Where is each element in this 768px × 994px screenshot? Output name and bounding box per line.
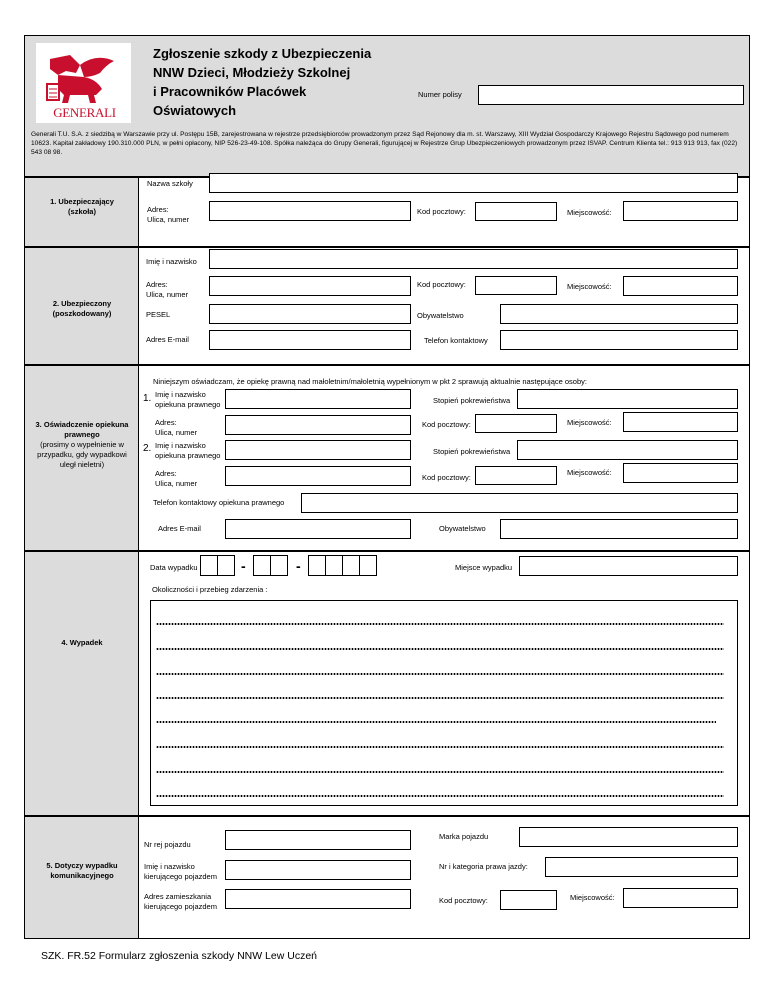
s3-g1-address-field[interactable] bbox=[225, 415, 411, 435]
s2-city-label: Miejscowość: bbox=[567, 282, 612, 291]
s3-g1-name-label: Imię i nazwisko opiekuna prawnego bbox=[155, 390, 221, 409]
s2-email-label: Adres E-mail bbox=[146, 335, 189, 344]
date-separator-1: - bbox=[241, 558, 246, 574]
s2-email-field[interactable] bbox=[209, 330, 411, 350]
s5-driver-address-label: Adres zamieszkania kierującego pojazdem bbox=[144, 892, 217, 911]
s5-driver-address-field[interactable] bbox=[225, 889, 411, 909]
s3-g2-name-label: Imię i nazwisko opiekuna prawnego bbox=[155, 441, 221, 460]
s3-title: 3. Oświadczenie opiekuna prawnego bbox=[35, 420, 129, 439]
s4-circumstances-label: Okoliczności i przebieg zdarzenia : bbox=[152, 585, 268, 594]
s3-divider bbox=[138, 365, 139, 551]
s2-divider bbox=[138, 247, 139, 365]
s5-driver-label: Imię i nazwisko kierującego pojazdem bbox=[144, 862, 217, 881]
s1-city-field[interactable] bbox=[623, 201, 738, 221]
logo-text: GENERALI bbox=[53, 105, 116, 120]
s3-g2-postal-field[interactable] bbox=[475, 466, 557, 485]
date-year-digit-3[interactable] bbox=[342, 555, 360, 576]
dotted-line bbox=[156, 745, 724, 749]
s2-postal-label: Kod pocztowy: bbox=[417, 280, 466, 289]
form-title bbox=[153, 44, 371, 120]
s4-circumstances-field[interactable] bbox=[150, 600, 738, 806]
s5-title: 5. Dotyczy wypadku komunikacyjnego bbox=[46, 861, 118, 880]
s1-title: 1. Ubezpieczający (szkoła) bbox=[50, 197, 114, 216]
s1-address-field[interactable] bbox=[209, 201, 411, 221]
date-year-digit-1[interactable] bbox=[308, 555, 326, 576]
s4-place-label: Miejsce wypadku bbox=[455, 563, 513, 572]
s3-g2-address-field[interactable] bbox=[225, 466, 411, 486]
dotted-line bbox=[156, 672, 724, 676]
date-year-digit-4[interactable] bbox=[359, 555, 377, 576]
s3-g2-postal-label: Kod pocztowy: bbox=[422, 473, 471, 482]
date-day-digit-2[interactable] bbox=[217, 555, 235, 576]
s3-g2-name-field[interactable] bbox=[225, 440, 411, 460]
s3-g1-postal-label: Kod pocztowy: bbox=[422, 420, 471, 429]
dotted-line bbox=[156, 696, 724, 700]
s3-g1-city-label: Miejscowość: bbox=[567, 418, 612, 427]
footer-text: SZK. FR.52 Formularz zgłoszenia szkody NNW Lew Uczeń bbox=[41, 950, 317, 962]
s3-g1-address-label: Adres: Ulica, numer bbox=[155, 418, 198, 437]
s3-guardian-2-number: 2. bbox=[143, 443, 152, 454]
date-year-digit-2[interactable] bbox=[325, 555, 343, 576]
s3-statement: Niniejszym oświadczam, że opiekę prawną nad małoletnim/małoletnią wypełnionym w pkt 2 sprawują aktualnie następujące osoby: bbox=[153, 377, 587, 386]
title-line-1: Zgłoszenie szkody z Ubezpieczenia bbox=[153, 46, 372, 61]
s2-name-label: Imię i nazwisko bbox=[146, 257, 197, 266]
date-separator-2: - bbox=[296, 558, 301, 574]
s5-driver-field[interactable] bbox=[225, 860, 411, 880]
s3-g2-kinship-label: Stopień pokrewieństwa bbox=[433, 447, 511, 456]
dotted-line bbox=[156, 770, 724, 774]
s2-pesel-label: PESEL bbox=[146, 310, 171, 319]
s5-brand-label: Marka pojazdu bbox=[439, 832, 489, 841]
s3-citizenship-field[interactable] bbox=[500, 519, 738, 539]
s5-postal-label: Kod pocztowy: bbox=[439, 896, 488, 905]
s4-title: 4. Wypadek bbox=[61, 638, 103, 647]
s4-place-field[interactable] bbox=[519, 556, 738, 576]
s4-divider bbox=[138, 551, 139, 816]
s3-g2-address-label: Adres: Ulica, numer bbox=[155, 469, 198, 488]
company-info: Generali T.U. S.A. z siedzibą w Warszawie przy ul. Postępu 15B, zarejestrowana w rejestrze przedsiębiorców prowadzonym przez Sąd Rejonowy dla m. st. Warszawy, XIII Wydział Gospodarczy Krajowego Rejestru Sądowego pod numerem 10623. Kapitał zakładowy 190.310.000 PLN, w pełni opłacony, NIP 526-23-49-108. Spółka należąca do Grupy Generali, figurującej w Rejestrze Grup Ubezpieczeniowych prowadzonym przez ISVAP. Centrum Klienta tel.: 913 913 913, fax (022) 543 08 98. bbox=[31, 131, 738, 156]
s2-address-field[interactable] bbox=[209, 276, 411, 296]
s3-g1-kinship-field[interactable] bbox=[517, 389, 738, 409]
s3-email-field[interactable] bbox=[225, 519, 411, 539]
s1-address-label: Adres: Ulica, numer bbox=[147, 205, 190, 224]
s2-name-field[interactable] bbox=[209, 249, 738, 269]
title-line-3: i Pracowników Placówek bbox=[153, 84, 307, 99]
s3-phone-label: Telefon kontaktowy opiekuna prawnego bbox=[153, 498, 285, 507]
date-month-digit-2[interactable] bbox=[270, 555, 288, 576]
s1-divider bbox=[138, 177, 139, 247]
s5-postal-field[interactable] bbox=[500, 890, 557, 910]
title-line-4: Oświatowych bbox=[153, 103, 237, 118]
dotted-line bbox=[156, 622, 724, 626]
s5-reg-label: Nr rej pojazdu bbox=[144, 840, 191, 849]
dotted-line bbox=[156, 720, 716, 724]
s1-school-label: Nazwa szkoły bbox=[147, 179, 193, 188]
s5-license-label: Nr i kategoria prawa jazdy: bbox=[439, 862, 528, 871]
s3-g2-kinship-field[interactable] bbox=[517, 440, 738, 460]
s5-divider bbox=[138, 816, 139, 939]
s4-date-label: Data wypadku bbox=[150, 563, 198, 572]
s3-g1-city-field[interactable] bbox=[623, 412, 738, 432]
s5-reg-field[interactable] bbox=[225, 830, 411, 850]
s2-citizenship-label: Obywatelstwo bbox=[417, 311, 464, 320]
s2-phone-label: Telefon kontaktowy bbox=[424, 336, 488, 345]
s5-license-field[interactable] bbox=[545, 857, 738, 877]
policy-number-field[interactable] bbox=[478, 85, 744, 105]
s2-title: 2. Ubezpieczony (poszkodowany) bbox=[52, 299, 112, 318]
s3-email-label: Adres E-mail bbox=[158, 524, 201, 533]
s1-postal-field[interactable] bbox=[475, 202, 557, 221]
date-day-digit-1[interactable] bbox=[200, 555, 218, 576]
s2-pesel-field[interactable] bbox=[209, 304, 411, 324]
dotted-line bbox=[156, 794, 724, 798]
s5-city-label: Miejscowość: bbox=[570, 893, 615, 902]
s3-g2-city-field[interactable] bbox=[623, 463, 738, 483]
s3-citizenship-label: Obywatelstwo bbox=[439, 524, 486, 533]
s1-postal-label: Kod pocztowy: bbox=[417, 207, 466, 216]
s2-citizenship-field[interactable] bbox=[500, 304, 738, 324]
dotted-line bbox=[156, 647, 724, 651]
s3-guardian-1-number: 1. bbox=[143, 393, 152, 404]
s5-city-field[interactable] bbox=[623, 888, 738, 908]
date-month-digit-1[interactable] bbox=[253, 555, 271, 576]
policy-label: Numer polisy bbox=[418, 90, 462, 99]
s3-note: (prosimy o wypełnienie w przypadku, gdy wypadkowi uległ nieletni) bbox=[37, 440, 127, 469]
s2-phone-field[interactable] bbox=[500, 330, 738, 350]
s1-city-label: Miejscowość: bbox=[567, 208, 612, 217]
s5-brand-field[interactable] bbox=[519, 827, 738, 847]
title-line-2: NNW Dzieci, Młodzieży Szkolnej bbox=[153, 65, 351, 80]
s1-school-field[interactable] bbox=[209, 173, 738, 193]
s3-phone-field[interactable] bbox=[301, 493, 738, 513]
s2-postal-field[interactable] bbox=[475, 276, 557, 295]
s3-g1-postal-field[interactable] bbox=[475, 414, 557, 433]
s2-address-label: Adres: Ulica, numer bbox=[146, 280, 189, 299]
s3-g2-city-label: Miejscowość: bbox=[567, 468, 612, 477]
generali-logo bbox=[36, 43, 131, 123]
s3-g1-name-field[interactable] bbox=[225, 389, 411, 409]
s3-g1-kinship-label: Stopień pokrewieństwa bbox=[433, 396, 511, 405]
s2-city-field[interactable] bbox=[623, 276, 738, 296]
